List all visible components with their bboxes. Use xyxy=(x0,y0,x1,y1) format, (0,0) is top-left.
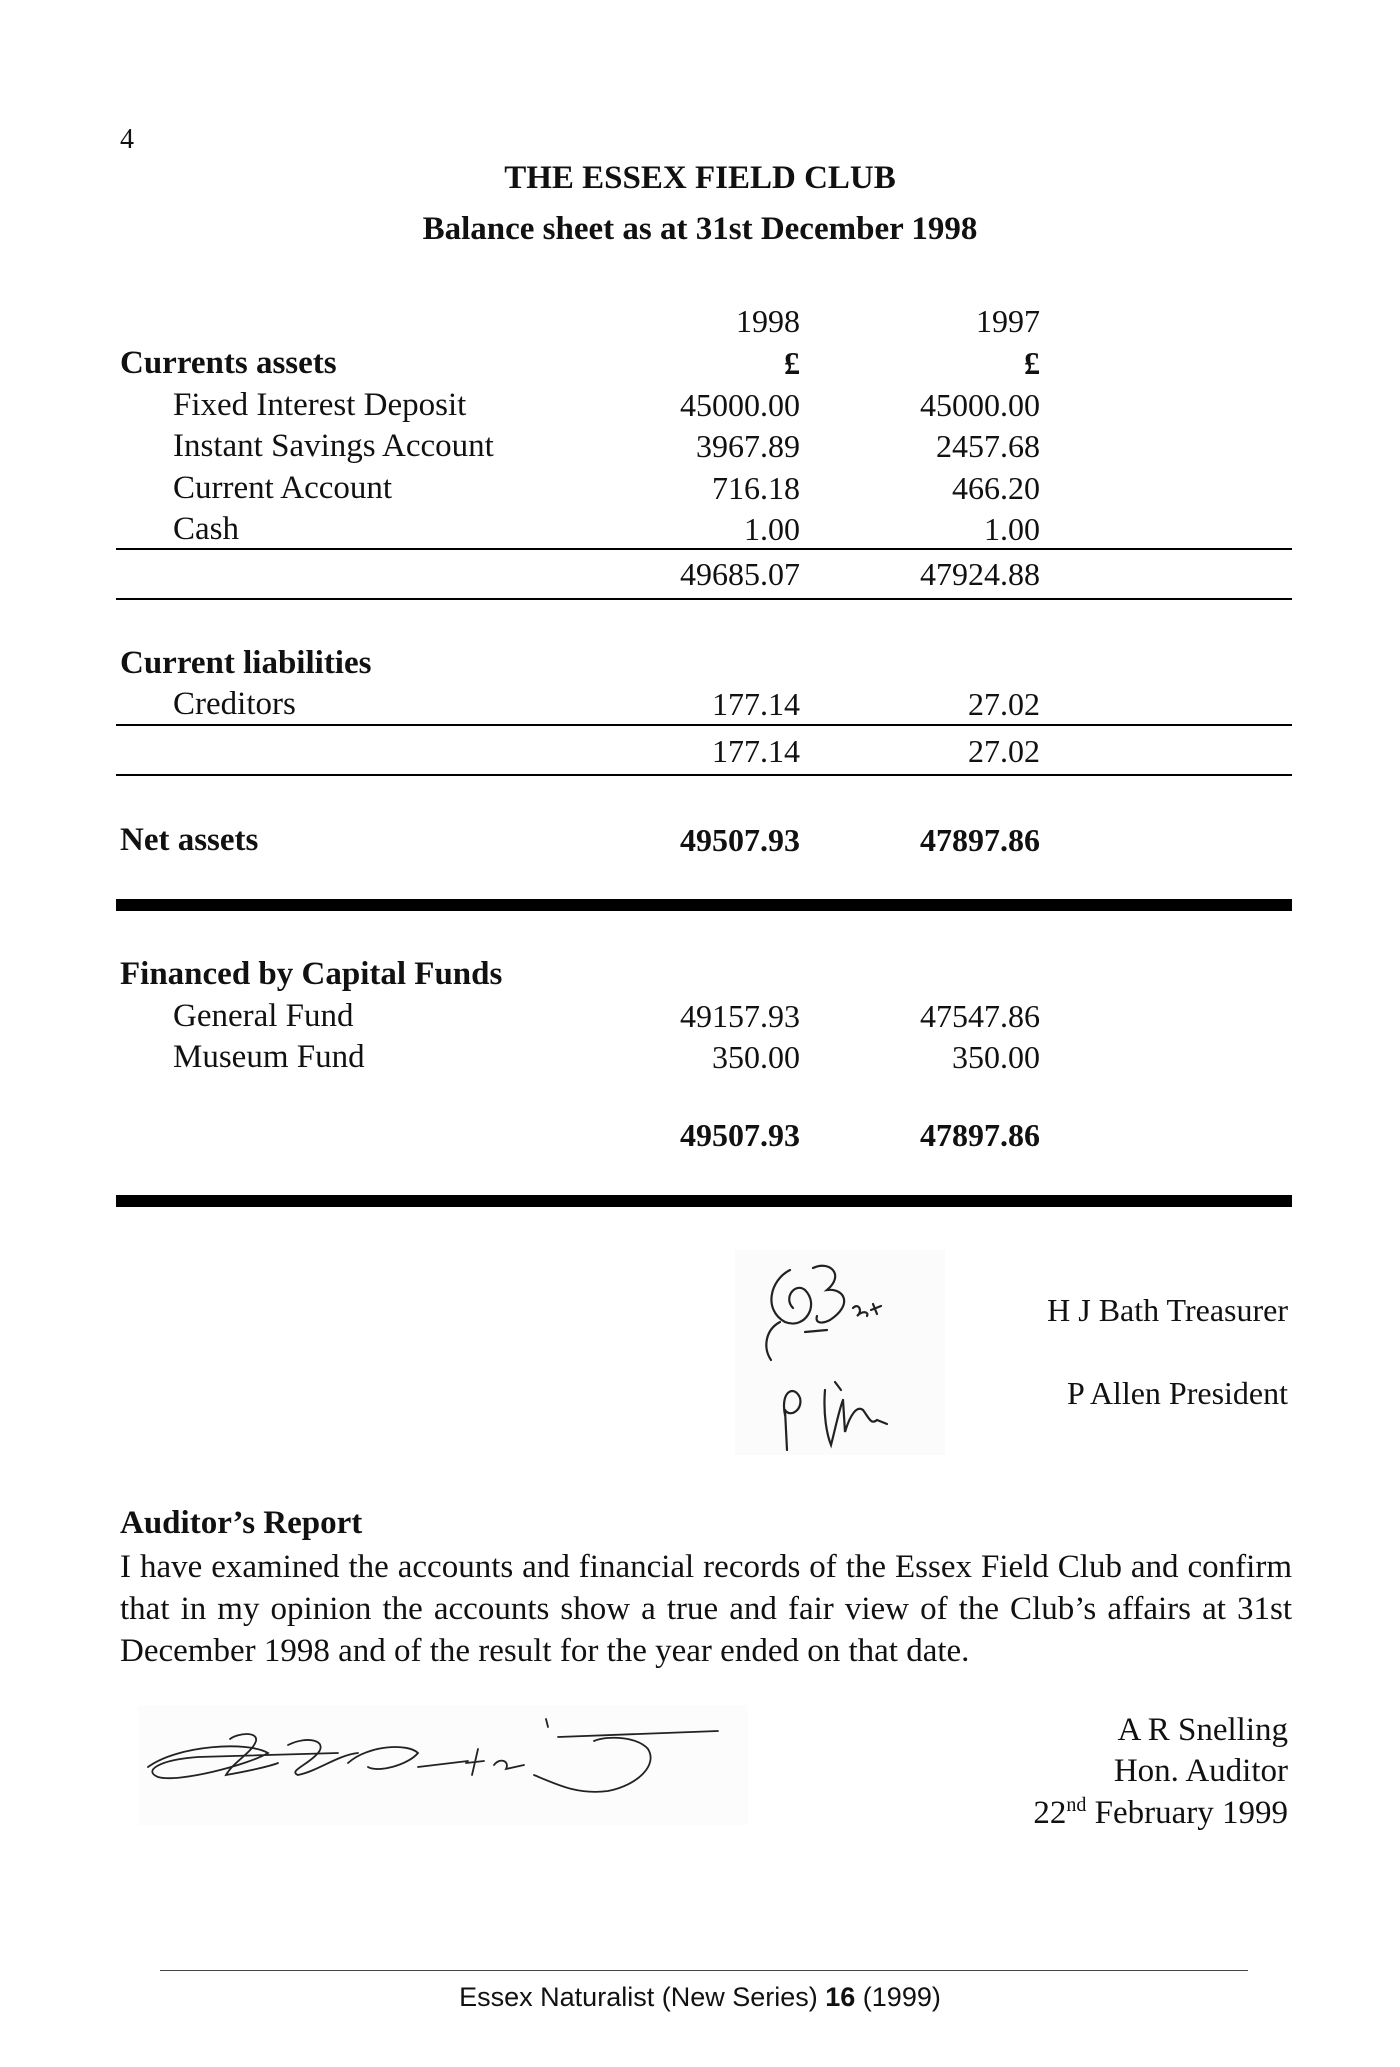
column-currency-1998: £ xyxy=(784,345,800,381)
auditor-date xyxy=(1033,1794,1288,1832)
divider xyxy=(116,598,1292,600)
net-assets-label: Net assets xyxy=(120,822,259,858)
liabilities-total-1997: 27.02 xyxy=(968,733,1040,769)
asset-label: Current Account xyxy=(173,470,393,506)
liability-value-1998: 177.14 xyxy=(712,686,800,722)
thick-divider xyxy=(116,1195,1292,1207)
divider xyxy=(116,724,1292,726)
auditor-date-rest: February 1999 xyxy=(1086,1795,1288,1831)
asset-value-1998: 3967.89 xyxy=(696,428,800,464)
financed-by-heading: Financed by Capital Funds xyxy=(120,956,503,992)
asset-value-1997: 2457.68 xyxy=(936,428,1040,464)
liabilities-total-1998: 177.14 xyxy=(712,733,800,769)
auditor-signature xyxy=(138,1705,748,1825)
treasurer-president-signature xyxy=(735,1250,945,1455)
president-name: P Allen President xyxy=(1066,1375,1288,1411)
auditor-date-day: 22 xyxy=(1033,1795,1067,1831)
footer-volume: 16 xyxy=(825,1982,856,2012)
column-currency-1997: £ xyxy=(1024,345,1040,381)
asset-value-1998: 1.00 xyxy=(744,511,800,547)
asset-value-1997: 1.00 xyxy=(984,511,1040,547)
capital-funds-total-1998: 49507.93 xyxy=(680,1117,800,1153)
balance-sheet-subtitle: Balance sheet as at 31st December 1998 xyxy=(422,211,978,247)
current-assets-total-1997: 47924.88 xyxy=(920,556,1040,592)
auditor-role: Hon. Auditor xyxy=(1113,1753,1288,1789)
footer-year: (1999) xyxy=(855,1982,941,2012)
asset-value-1998: 716.18 xyxy=(712,470,800,506)
footer-journal: Essex Naturalist (New Series) xyxy=(459,1982,826,2012)
fund-value-1998: 49157.93 xyxy=(680,998,800,1034)
page-number: 4 xyxy=(120,124,134,155)
divider xyxy=(116,548,1292,550)
treasurer-name: H J Bath Treasurer xyxy=(1047,1292,1288,1328)
current-liabilities-heading: Current liabilities xyxy=(120,645,372,681)
net-assets-1998: 49507.93 xyxy=(680,822,800,858)
fund-value-1997: 47547.86 xyxy=(920,998,1040,1034)
fund-label: General Fund xyxy=(173,998,354,1034)
asset-value-1997: 45000.00 xyxy=(920,387,1040,423)
auditor-date-suffix: nd xyxy=(1066,1794,1087,1816)
auditor-name: A R Snelling xyxy=(1117,1712,1288,1748)
fund-label: Museum Fund xyxy=(173,1039,365,1075)
footer-citation xyxy=(0,1982,1400,2013)
auditor-report-body: I have examined the accounts and financial records of the Essex Field Club and confirm that in my opinion the accounts show a true and fair view of the Club’s affairs at 31st December 1998 and of the result for the year ended on that date. xyxy=(120,1549,1292,1669)
asset-value-1997: 466.20 xyxy=(952,470,1040,506)
current-assets-total-1998: 49685.07 xyxy=(680,556,800,592)
fund-value-1998: 350.00 xyxy=(712,1039,800,1075)
liability-value-1997: 27.02 xyxy=(968,686,1040,722)
column-year-1997: 1997 xyxy=(976,303,1040,339)
asset-label: Cash xyxy=(173,511,239,547)
net-assets-1997: 47897.86 xyxy=(920,822,1040,858)
asset-value-1998: 45000.00 xyxy=(680,387,800,423)
column-year-1998: 1998 xyxy=(736,303,800,339)
footer-rule xyxy=(160,1970,1248,1971)
organisation-title: THE ESSEX FIELD CLUB xyxy=(504,160,896,196)
auditor-report-heading: Auditor’s Report xyxy=(120,1505,363,1541)
fund-value-1997: 350.00 xyxy=(952,1039,1040,1075)
current-assets-heading: Currents assets xyxy=(120,345,337,381)
capital-funds-total-1997: 47897.86 xyxy=(920,1117,1040,1153)
divider xyxy=(116,774,1292,776)
asset-label: Instant Savings Account xyxy=(173,428,494,464)
asset-label: Fixed Interest Deposit xyxy=(173,387,467,423)
thick-divider xyxy=(116,899,1292,911)
liability-label: Creditors xyxy=(173,686,296,722)
